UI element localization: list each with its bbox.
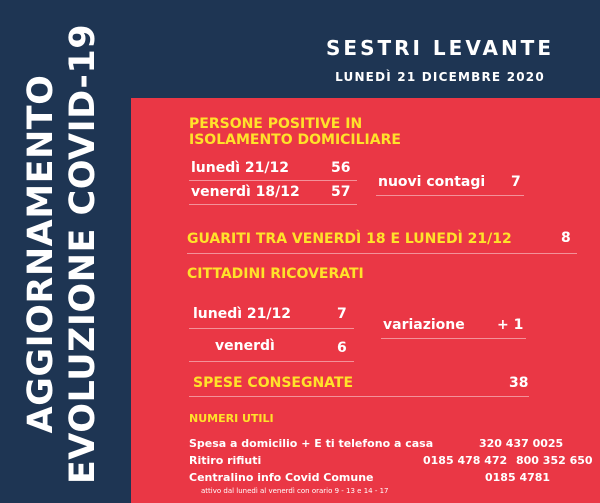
ricoverati-row-value: 7 xyxy=(337,306,347,322)
numeri-note: attivo dal lunedì al venerdì con orario 9 - 13 e 14 - 17 xyxy=(201,487,389,495)
vertical-title xyxy=(0,0,125,503)
ricoverati-row-value: 6 xyxy=(337,340,347,356)
positivi-title-line2: ISOLAMENTO DOMICILIARE xyxy=(189,132,401,148)
divider xyxy=(189,361,354,362)
spese-value: 38 xyxy=(509,375,529,391)
nuovi-contagi-label: nuovi contagi xyxy=(378,174,486,190)
divider xyxy=(187,253,577,254)
ricoverati-title: CITTADINI RICOVERATI xyxy=(187,266,364,282)
ricoverati-row-label: lunedì 21/12 xyxy=(193,306,291,322)
divider xyxy=(189,180,357,181)
numeri-item-phone: 320 437 0025 xyxy=(479,437,564,450)
divider xyxy=(376,195,524,196)
numeri-title: NUMERI UTILI xyxy=(189,412,274,425)
positivi-title-line1: PERSONE POSITIVE IN xyxy=(189,116,363,132)
numeri-item-phone: 0185 478 472 xyxy=(423,454,508,467)
spese-label: SPESE CONSEGNATE xyxy=(193,375,354,391)
divider xyxy=(189,204,357,205)
vertical-title-line2: EVOLUZIONE COVID-19 xyxy=(63,23,103,485)
nuovi-contagi-value: 7 xyxy=(511,174,521,190)
town-name: SESTRI LEVANTE xyxy=(326,36,554,60)
stats-panel xyxy=(131,98,600,503)
variazione-value: + 1 xyxy=(497,317,524,333)
numeri-item-label: Centralino info Covid Comune xyxy=(189,471,374,484)
numeri-item-label: Ritiro rifiuti xyxy=(189,454,262,467)
numeri-item-phone: 800 352 650 xyxy=(516,454,593,467)
divider xyxy=(381,338,526,339)
variazione-label: variazione xyxy=(383,317,465,333)
vertical-title-line1: AGGIORNAMENTO xyxy=(21,74,61,434)
guariti-value: 8 xyxy=(561,230,571,246)
positivi-row-value: 57 xyxy=(331,184,351,200)
divider xyxy=(189,396,529,397)
positivi-row-label: venerdì 18/12 xyxy=(191,184,300,200)
guariti-label: GUARITI TRA VENERDÌ 18 E LUNEDÌ 21/12 xyxy=(187,231,512,247)
divider xyxy=(189,328,354,329)
ricoverati-row-label: venerdì xyxy=(215,338,275,354)
report-date: LUNEDÌ 21 DICEMBRE 2020 xyxy=(335,70,545,84)
positivi-row-value: 56 xyxy=(331,160,351,176)
numeri-item-label: Spesa a domicilio + E ti telefono a casa xyxy=(189,437,434,450)
positivi-row-label: lunedì 21/12 xyxy=(191,160,289,176)
numeri-item-phone: 0185 4781 xyxy=(485,471,551,484)
